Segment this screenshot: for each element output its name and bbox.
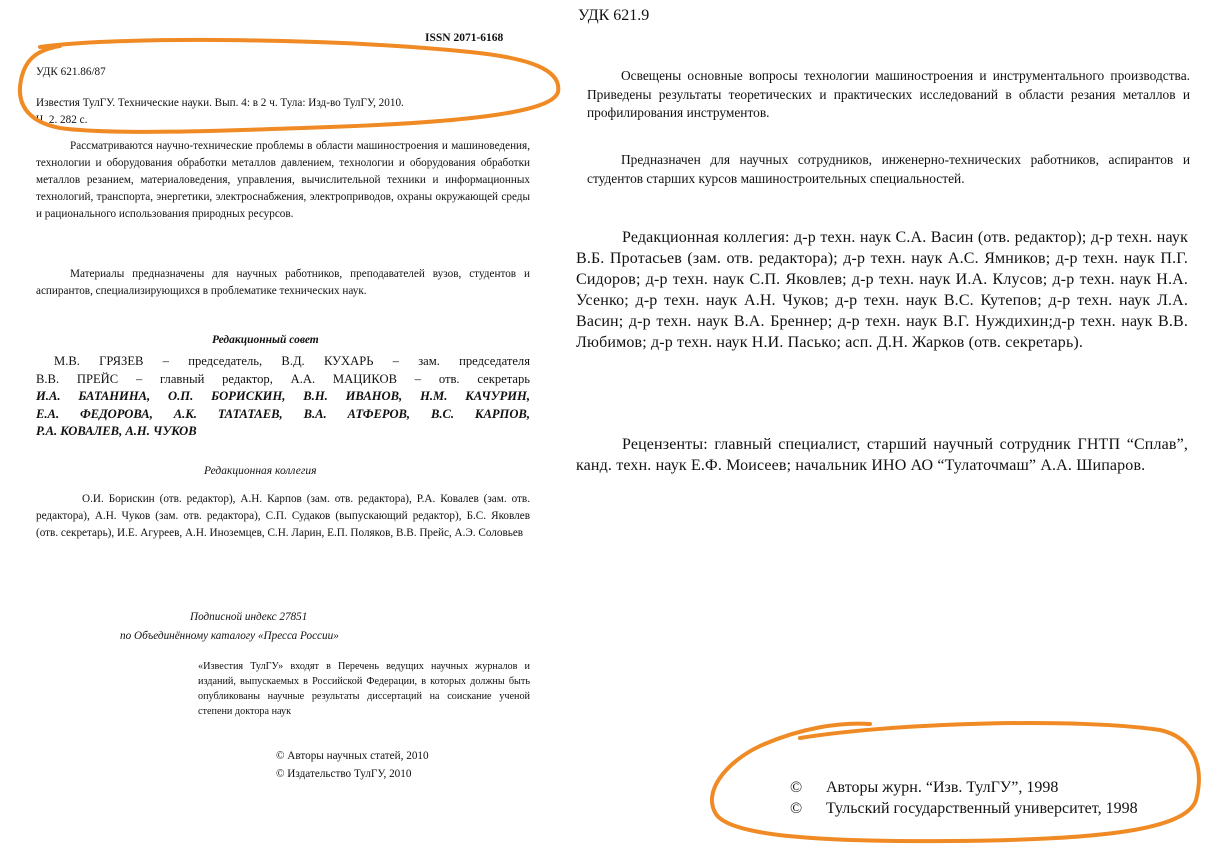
udk-left: УДК 621.86/87 bbox=[36, 66, 106, 78]
issn: ISSN 2071-6168 bbox=[425, 32, 504, 44]
summary-paragraph-2: Предназначен для научных сотрудников, инженерно-технических работников, аспирантов и студентов старших курсов машиностроительных специальностей. bbox=[587, 152, 1190, 186]
copyright-row bbox=[790, 798, 1138, 819]
abstract: Рассматриваются научно-технические проблемы в области машиностроения и машиноведения, технологии и оборудования обработки металлов давлением, технологии и оборудования обработки металлов резанием, материаловедения, управления, вычислительной техники и информационных технологий, транспорта, энергетики, электроснабжения, электроприводов, охраны окружающей среды и рационального использования природных ресурсов. bbox=[36, 140, 530, 220]
right-page bbox=[570, 0, 1208, 853]
copyright-publisher-2010: © Издательство ТулГУ, 2010 bbox=[276, 768, 412, 780]
udk-right: УДК 621.9 bbox=[578, 7, 650, 24]
council-line: М.В. ГРЯЗЕВ – председатель, В.Д. КУХАРЬ – зам. председателя bbox=[54, 354, 530, 368]
council-line: Р.А. КОВАЛЕВ, А.Н. ЧУКОВ bbox=[36, 424, 197, 438]
vak-note: «Известия ТулГУ» входят в Перечень ведущих научных журналов и изданий, выпускаемых в Российской Федерации, в которых должны быть опубликованы научные результаты диссертаций на соискание ученой степени доктора наук bbox=[198, 661, 530, 717]
editorial-board-heading: Редакционная коллегия bbox=[204, 465, 317, 477]
council-line: В.В. ПРЕЙС – главный редактор, А.А. МАЦИКОВ – отв. секретарь bbox=[36, 371, 530, 386]
left-page bbox=[0, 0, 570, 853]
copyright-row bbox=[790, 777, 1138, 798]
copyright-text: Авторы журн. “Изв. ТулГУ”, 1998 bbox=[826, 779, 1059, 796]
subscription-index: Подписной индекс 27851 bbox=[190, 611, 308, 623]
editorial-board-right: Редакционная коллегия: д-р техн. наук С.А. Васин (отв. редактор); д-р техн. наук В.Б. Протасьев (зам. отв. редактора); д-р техн. наук А.С. Ямников; д-р техн. наук П.Г. Сидоров; д-р техн. наук С.П. Яковлев; д-р техн. наук И.А. Клусов; д-р техн. наук Н.А. Усенко; д-р техн. наук А.Н. Чуков; д-р техн. наук В.С. Кутепов; д-р техн. наук Л.А. Васин; д-р техн. наук В.А. Бреннер; д-р техн. наук В.Г. Нуждихин;д-р техн. наук В.В. Любимов; д-р техн. наук Н.И. Пасько; асп. Д.Н. Жарков (отв. секретарь). bbox=[576, 229, 1188, 351]
editorial-board-left: О.И. Борискин (отв. редактор), А.Н. Карпов (зам. отв. редактора), Р.А. Ковалев (зам. отв. редактора), А.Н. Чуков (зам. отв. редактора), С.П. Судаков (выпускающий редактор), Б.С. Яковлев (отв. секретарь), И.Е. Агуреев, А.Н. Иноземцев, С.Н. Ларин, Е.П. Поляков, В.В. Прейс, А.Э. Соловьев bbox=[36, 493, 530, 539]
council-line: Е.А. ФЕДОРОВА, А.К. ТАТАТАЕВ, В.А. АТФЕРОВ, В.С. КАРПОВ, bbox=[36, 406, 530, 421]
copyright-block-right bbox=[790, 777, 1138, 819]
copyright-authors-2010: © Авторы научных статей, 2010 bbox=[276, 750, 429, 762]
editorial-council-heading: Редакционный совет bbox=[212, 334, 319, 346]
editorial-council bbox=[36, 353, 530, 441]
reviewers: Рецензенты: главный специалист, старший научный сотрудник ГНТП “Сплав”, канд. техн. наук Е.Ф. Моисеев; начальник ИНО АО “Тулаточмаш” А.А. Шипаров. bbox=[576, 436, 1188, 474]
bibliographic-record bbox=[36, 95, 532, 129]
catalog-note: по Объединённому каталогу «Пресса России» bbox=[120, 630, 339, 642]
bibliographic-pages: Ч. 2. 282 с. bbox=[36, 114, 88, 126]
audience-note: Материалы предназначены для научных работников, преподавателей вузов, студентов и аспирантов, специализирующихся в проблематике технических наук. bbox=[36, 268, 530, 297]
copyright-text: Тульский государственный университет, 1998 bbox=[826, 800, 1138, 817]
copyright-symbol: © bbox=[790, 779, 803, 796]
council-line: И.А. БАТАНИНА, О.П. БОРИСКИН, В.Н. ИВАНОВ, Н.М. КАЧУРИН, bbox=[36, 389, 530, 403]
copyright-symbol: © bbox=[790, 800, 803, 817]
bibliographic-line: Известия ТулГУ. Технические науки. Вып. 4: в 2 ч. Тула: Изд-во ТулГУ, 2010. bbox=[36, 97, 404, 109]
summary-paragraph-1: Освещены основные вопросы технологии машиностроения и инструментального производства. Приведены результаты теоретических и практических исследований в области резания металлов и профилирования инструментов. bbox=[587, 68, 1190, 120]
